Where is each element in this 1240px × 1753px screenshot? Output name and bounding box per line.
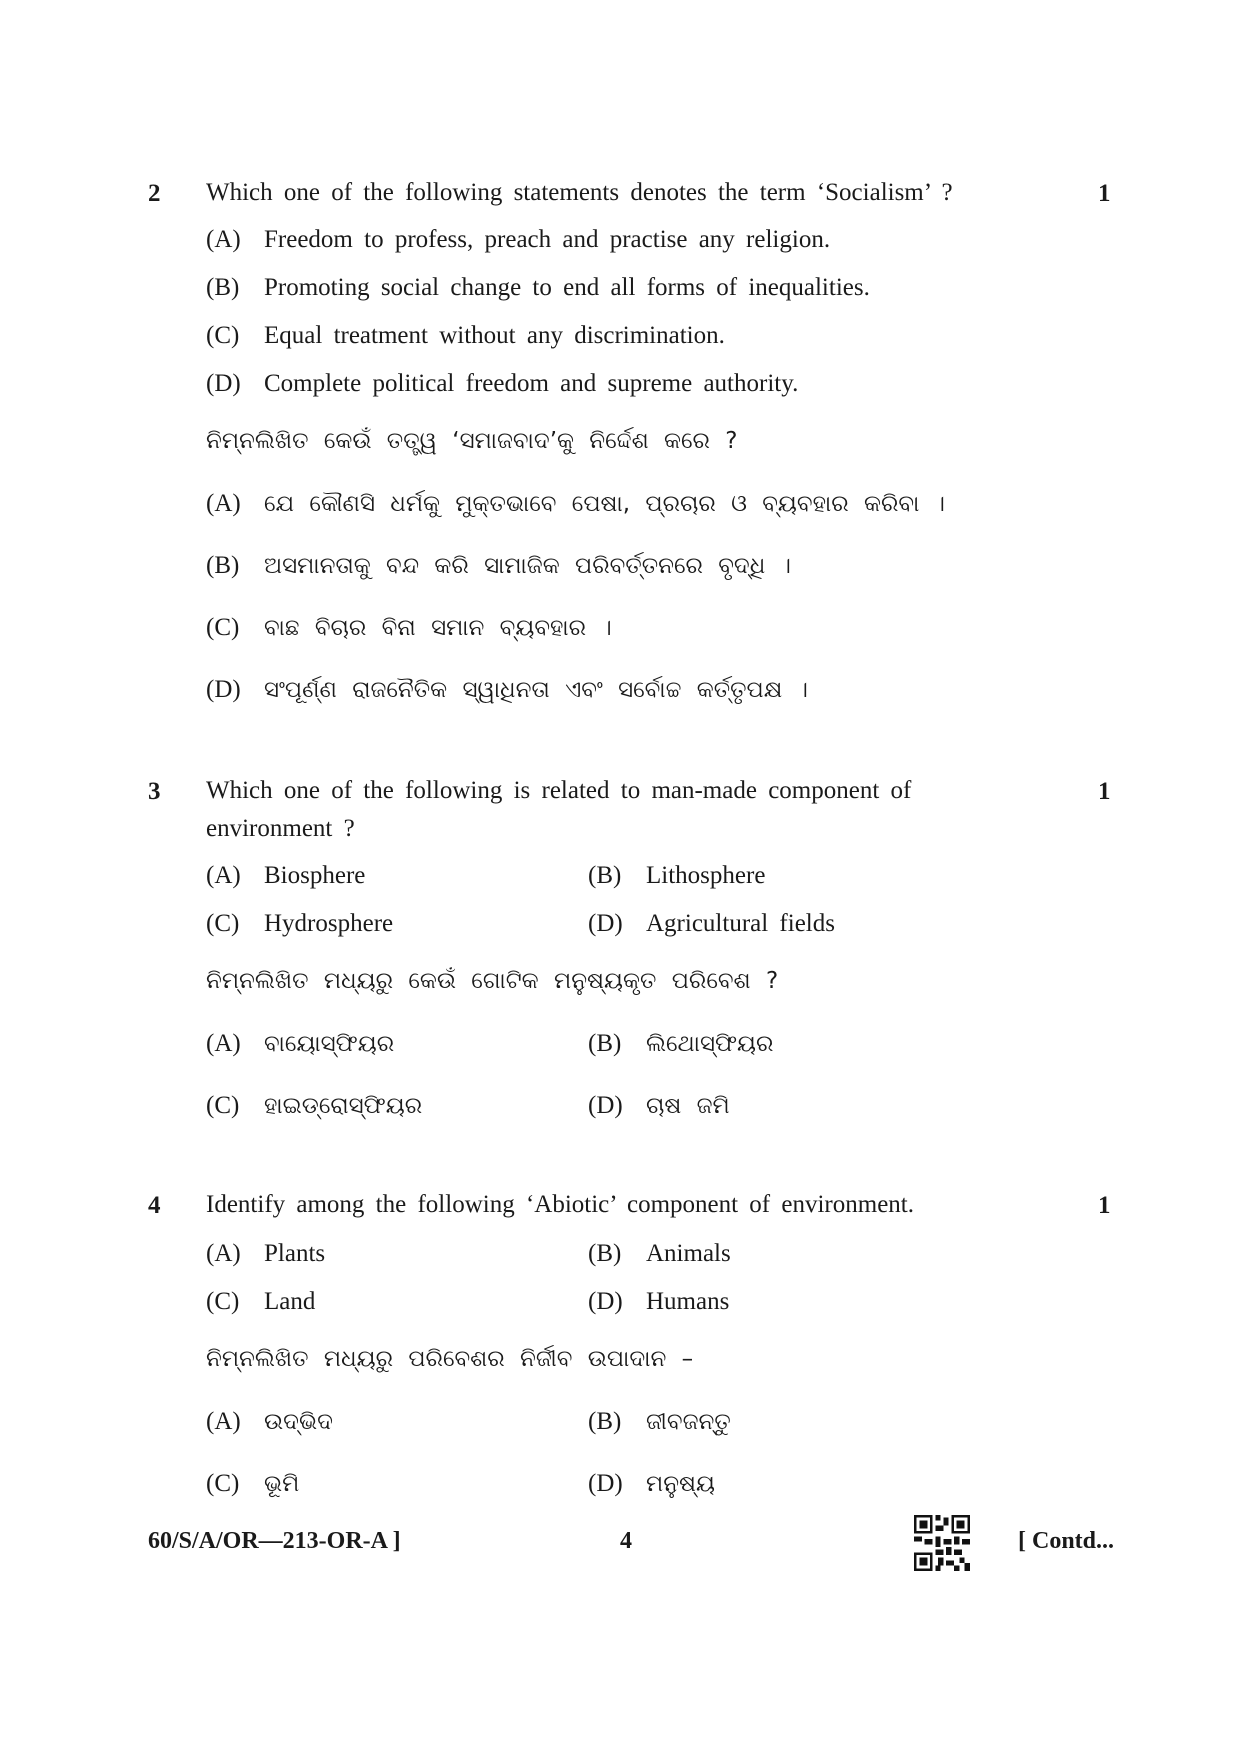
option-b: [588, 1240, 731, 1268]
question-text: Which one of the following is related to man-made component of environment ?: [206, 777, 912, 842]
option-text: ସଂପୂର୍ଣ୍ଣ ରାଜନୈତିକ ସ୍ୱାଧିନତା ଏବଂ ସର୍ବୋଚ୍ଚ କର୍ତ୍ତୃପକ୍ଷ ।: [264, 677, 808, 703]
option-text: Hydrosphere: [264, 910, 394, 937]
odia-option-b: [206, 552, 791, 580]
option-label: (D): [588, 1470, 623, 1497]
option-text: ମନୁଷ୍ୟ: [646, 1471, 715, 1497]
option-label: (A): [206, 1408, 241, 1435]
option-text: Plants: [264, 1240, 326, 1267]
option-d: [588, 1288, 729, 1316]
odia-option-a: [206, 1408, 333, 1436]
option-label: (C): [206, 910, 240, 937]
option-d: [588, 910, 835, 938]
paper-code: 60/S/A/OR—213-OR-A ]: [148, 1528, 401, 1554]
option-label: (C): [206, 1288, 240, 1315]
option-c: [206, 910, 393, 938]
option-d: [206, 370, 798, 398]
option-text: ଜୀବଜନ୍ତୁ: [646, 1409, 731, 1435]
option-text: Biosphere: [264, 862, 366, 889]
odia-option-a: [206, 1030, 394, 1058]
odia-option-b: [588, 1408, 731, 1436]
option-c: [206, 1288, 315, 1316]
question-text: Identify among the following ‘Abiotic’ component of environment.: [206, 1191, 914, 1218]
option-a: [206, 1240, 325, 1268]
odia-option-c: [206, 1092, 422, 1120]
option-text: ଉଦ୍ଭିଦ: [264, 1409, 333, 1435]
option-text: ଯେ କୌଣସି ଧର୍ମକୁ ମୁକ୍ତଭାବେ ପେଷା, ପ୍ରଚାର ଓ ବ୍ୟବହାର କରିବା ।: [264, 491, 946, 517]
question-text: Which one of the following statements denotes the term ‘Socialism’ ?: [206, 179, 953, 206]
option-text: Animals: [646, 1240, 731, 1267]
option-text: Freedom to profess, preach and practise any religion.: [264, 226, 831, 253]
odia-question-text: ନିମ୍ନଲିଖିତ ମଧ୍ୟରୁ ପରିବେଶର ନିର୍ଜୀବ ଉପାଦାନ –: [206, 1346, 694, 1372]
option-label: (C): [206, 1092, 240, 1119]
option-text: ବାଛ ବିଚାର ବିନା ସମାନ ବ୍ୟବହାର ।: [264, 615, 612, 641]
option-text: Humans: [646, 1288, 730, 1315]
odia-option-b: [588, 1030, 773, 1058]
question-marks: 1: [1098, 180, 1111, 207]
option-text: ଅସମାନତାକୁ ବନ୍ଦ କରି ସାମାଜିକ ପରିବର୍ତ୍ତନରେ ବୃଦ୍ଧି ।: [264, 553, 791, 579]
option-label: (B): [588, 862, 622, 889]
qr-code-icon: [914, 1515, 970, 1571]
option-text: Equal treatment without any discrimination.: [264, 322, 725, 349]
option-text: ଚାଷ ଜମି: [646, 1093, 730, 1119]
option-text: Lithosphere: [646, 862, 766, 889]
question-number: 4: [148, 1192, 161, 1219]
odia-option-d: [588, 1470, 715, 1498]
option-text: Promoting social change to end all forms of inequalities.: [264, 274, 870, 301]
option-label: (B): [588, 1240, 622, 1267]
option-b: [588, 862, 765, 890]
option-text: Land: [264, 1288, 316, 1315]
odia-question-text: ନିମ୍ନଲିଖିତ ମଧ୍ୟରୁ କେଉଁ ଗୋଟିକ ମନୁଷ୍ୟକୃତ ପରିବେଶ ?: [206, 968, 779, 994]
option-label: (A): [206, 490, 241, 517]
option-label: (B): [206, 552, 240, 579]
option-text: Complete political freedom and supreme authority.: [264, 370, 799, 397]
option-label: (C): [206, 614, 240, 641]
option-text: ଲିଥୋସ୍ଫିୟର: [646, 1031, 774, 1057]
option-label: (D): [206, 676, 241, 703]
continued-label: [ Contd...: [1018, 1528, 1115, 1554]
option-label: (A): [206, 1030, 241, 1057]
option-label: (B): [588, 1408, 622, 1435]
option-label: (D): [588, 910, 623, 937]
option-label: (A): [206, 226, 241, 253]
option-label: (D): [588, 1288, 623, 1315]
option-b: [206, 274, 870, 302]
page-number: 4: [620, 1528, 632, 1554]
odia-option-d: [588, 1092, 730, 1120]
question-marks: 1: [1098, 1192, 1111, 1219]
option-text: ହାଇଡ୍ରୋସ୍ଫିୟର: [264, 1093, 423, 1119]
option-label: (A): [206, 1240, 241, 1267]
odia-option-c: [206, 614, 612, 642]
option-text: Agricultural fields: [646, 910, 835, 937]
option-text: ଭୂମି: [264, 1471, 300, 1497]
option-c: [206, 322, 725, 350]
odia-option-c: [206, 1470, 299, 1498]
odia-option-d: [206, 676, 808, 704]
option-label: (B): [206, 274, 240, 301]
question-number: 2: [148, 180, 161, 207]
option-a: [206, 226, 830, 254]
option-a: [206, 862, 365, 890]
question-number: 3: [148, 778, 161, 805]
option-label: (C): [206, 322, 240, 349]
option-label: (D): [588, 1092, 623, 1119]
option-label: (B): [588, 1030, 622, 1057]
odia-option-a: [206, 490, 945, 518]
question-marks: 1: [1098, 778, 1111, 805]
option-label: (D): [206, 370, 241, 397]
odia-question-text: ନିମ୍ନଲିଖିତ କେଉଁ ତତ୍ତ୍ୱ ‘ସମାଜବାଦ’କୁ ନିର୍ଦ୍ଦେଶ କରେ ?: [206, 428, 738, 454]
option-label: (C): [206, 1470, 240, 1497]
option-label: (A): [206, 862, 241, 889]
option-text: ବାୟୋସ୍ଫିୟର: [264, 1031, 395, 1057]
